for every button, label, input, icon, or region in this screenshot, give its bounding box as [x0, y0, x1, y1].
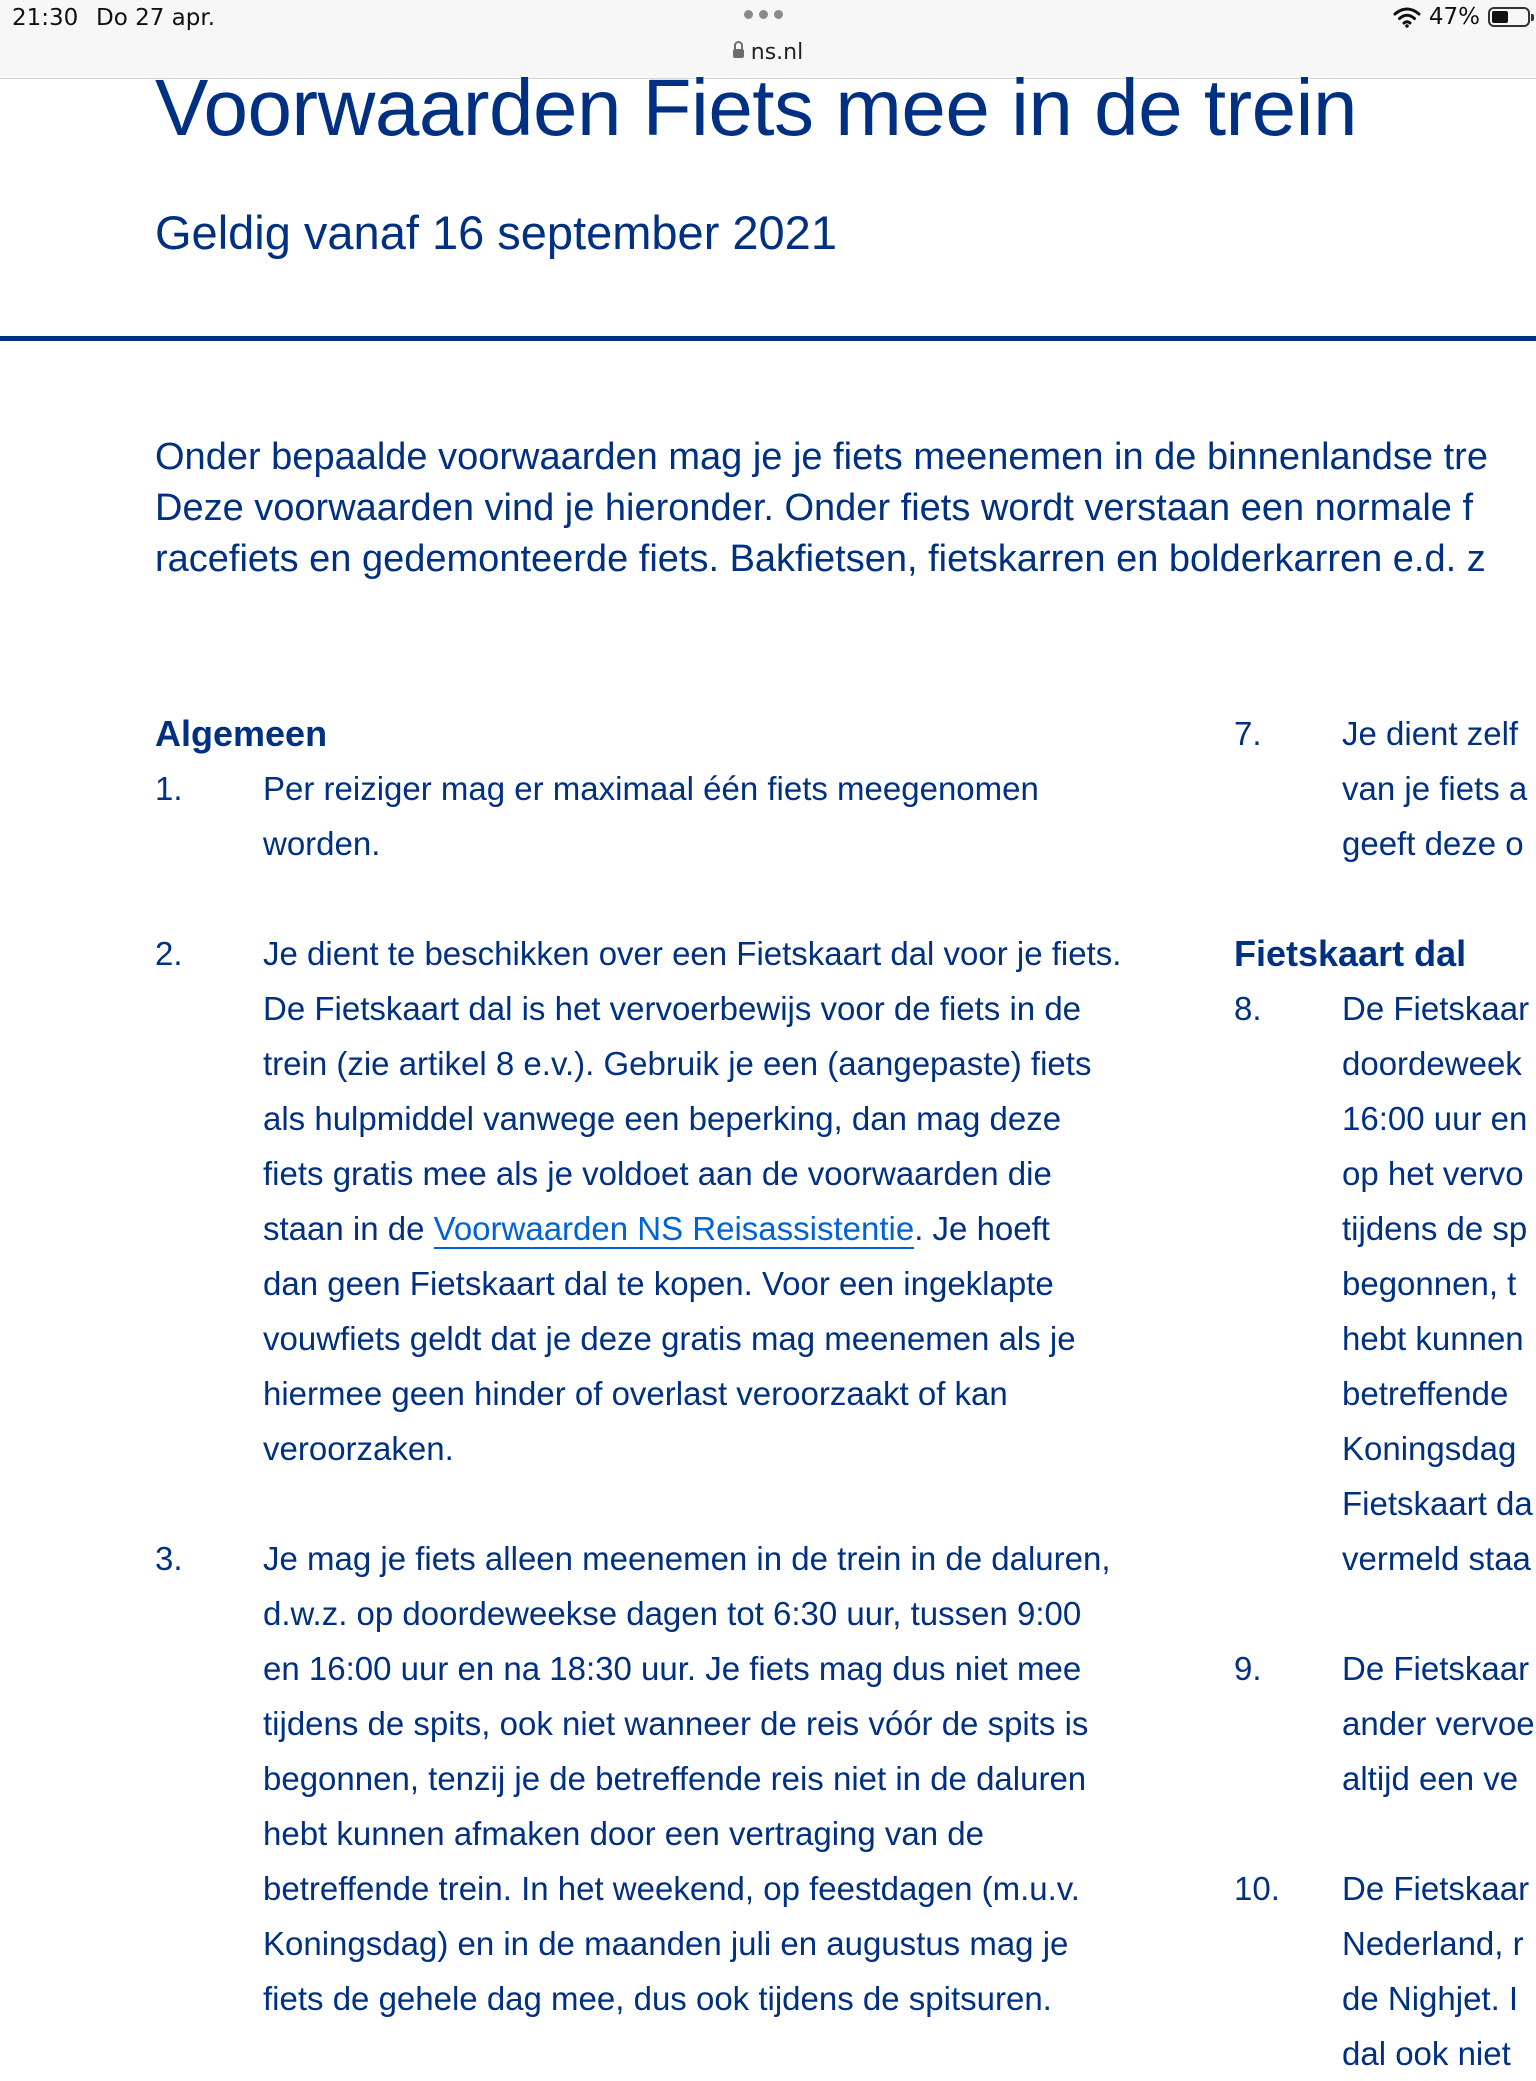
- article-1: [155, 761, 1180, 871]
- section-heading-fietskaart-dal: Fietskaart dal: [1234, 933, 1467, 974]
- section-heading-algemeen: Algemeen: [155, 713, 328, 754]
- article-line: De Fietskaart dal is het vervoerbewijs voor de fiets in de: [263, 990, 1082, 1027]
- article-line: doordeweek: [1342, 1045, 1522, 1082]
- article-line: Je mag je fiets alleen meenemen in de trein in de daluren,: [263, 1540, 1111, 1577]
- left-column: [155, 706, 1180, 2026]
- lock-icon: [733, 49, 744, 58]
- article-line: dal ook niet: [1342, 2035, 1511, 2072]
- title-divider: [0, 336, 1536, 341]
- article-line: Je dient zelf: [1342, 715, 1519, 752]
- article-line: worden.: [263, 825, 381, 862]
- article-line: geeft deze o: [1342, 825, 1524, 862]
- right-column: [1234, 706, 1536, 2081]
- article-line: tijdens de spits, ook niet wanneer de reis vóór de spits is: [263, 1705, 1089, 1742]
- article-line: Koningsdag: [1342, 1430, 1517, 1467]
- article-line: op het vervo: [1342, 1155, 1524, 1192]
- article-7: [1234, 706, 1536, 871]
- article-line: als hulpmiddel vanwege een beperking, dan mag deze: [263, 1100, 1062, 1137]
- article-line: Per reiziger mag er maximaal één fiets meegenomen: [263, 770, 1039, 807]
- article-number: 8.: [1234, 990, 1262, 1027]
- wifi-icon: [1393, 6, 1421, 28]
- article-line: vermeld staa: [1342, 1540, 1531, 1577]
- article-line: begonnen, t: [1342, 1265, 1517, 1302]
- page-subtitle: Geldig vanaf 16 september 2021: [155, 206, 837, 259]
- article-line: veroorzaken.: [263, 1430, 454, 1467]
- page-title: Voorwaarden Fiets mee in de trein: [155, 63, 1357, 152]
- article-9: [1234, 1641, 1536, 1806]
- article-3: [155, 1531, 1180, 2026]
- article-number: 9.: [1234, 1650, 1262, 1687]
- article-line: en 16:00 uur en na 18:30 uur. Je fiets mag dus niet mee: [263, 1650, 1082, 1687]
- article-line: fiets de gehele dag mee, dus ook tijdens de spitsuren.: [263, 1980, 1052, 2017]
- article-line: Fietskaart da: [1342, 1485, 1533, 1522]
- intro-line: Deze voorwaarden vind je hieronder. Onder fiets wordt verstaan een normale f: [155, 487, 1474, 529]
- link-prefix-text: staan in de: [263, 1210, 434, 1247]
- article-line: trein (zie artikel 8 e.v.). Gebruik je een (aangepaste) fiets: [263, 1045, 1092, 1082]
- article-line: hebt kunnen afmaken door een vertraging van de: [263, 1815, 985, 1852]
- article-line: Koningsdag) en in de maanden juli en augustus mag je: [263, 1925, 1069, 1962]
- article-10: [1234, 1861, 1536, 2081]
- article-line: hebt kunnen: [1342, 1320, 1524, 1357]
- battery-percent: 47%: [1428, 4, 1480, 30]
- article-line: Nederland, r: [1342, 1925, 1524, 1962]
- intro-line: racefiets en gedemonteerde fiets. Bakfietsen, fietskarren en bolderkarren e.d. z: [155, 538, 1486, 580]
- article-line: begonnen, tenzij je de betreffende reis niet in de daluren: [263, 1760, 1087, 1797]
- status-date: Do 27 apr.: [96, 5, 216, 31]
- article-line: vouwfiets geldt dat je deze gratis mag meenemen als je: [263, 1320, 1076, 1357]
- article-number: 2.: [155, 935, 183, 972]
- article-line: betreffende trein. In het weekend, op feestdagen (m.u.v.: [263, 1870, 1080, 1907]
- article-line-with-link: [263, 1201, 1180, 1256]
- article-number: 3.: [155, 1540, 183, 1577]
- article-line: tijdens de sp: [1342, 1210, 1528, 1247]
- article-line: hiermee geen hinder of overlast veroorzaakt of kan: [263, 1375, 1008, 1412]
- battery-icon: [1488, 7, 1530, 27]
- article-line: 16:00 uur en: [1342, 1100, 1528, 1137]
- article-line: altijd een ve: [1342, 1760, 1519, 1797]
- article-line: De Fietskaar: [1342, 1870, 1530, 1907]
- article-8: [1234, 981, 1536, 1586]
- status-time: 21:30: [12, 5, 79, 31]
- article-line: de Nighjet. I: [1342, 1980, 1519, 2017]
- article-number: 7.: [1234, 715, 1262, 752]
- battery-fill: [1492, 11, 1508, 23]
- article-line: fiets gratis mee als je voldoet aan de voorwaarden die: [263, 1155, 1052, 1192]
- multitasking-dots-icon[interactable]: [744, 10, 783, 19]
- link-suffix-text: . Je hoeft: [914, 1210, 1050, 1247]
- article-line: betreffende: [1342, 1375, 1509, 1412]
- status-right: [1393, 4, 1536, 30]
- article-line: Je dient te beschikken over een Fietskaart dal voor je fiets.: [263, 935, 1122, 972]
- article-line: De Fietskaar: [1342, 990, 1530, 1027]
- article-line: van je fiets a: [1342, 770, 1528, 807]
- article-line: dan geen Fietskaart dal te kopen. Voor een ingeklapte: [263, 1265, 1054, 1302]
- article-number: 1.: [155, 770, 183, 807]
- article-line: ander vervoe: [1342, 1705, 1535, 1742]
- intro-paragraph: [155, 432, 1536, 585]
- reisassistentie-link[interactable]: Voorwaarden NS Reisassistentie: [433, 1210, 915, 1247]
- intro-line: Onder bepaalde voorwaarden mag je je fiets meenemen in de binnenlandse tre: [155, 436, 1488, 478]
- article-line: d.w.z. op doordeweekse dagen tot 6:30 uur, tussen 9:00: [263, 1595, 1082, 1632]
- url-text: ns.nl: [750, 40, 804, 65]
- article-number: 10.: [1234, 1870, 1280, 1907]
- article-2: [155, 926, 1180, 1476]
- article-line: De Fietskaar: [1342, 1650, 1530, 1687]
